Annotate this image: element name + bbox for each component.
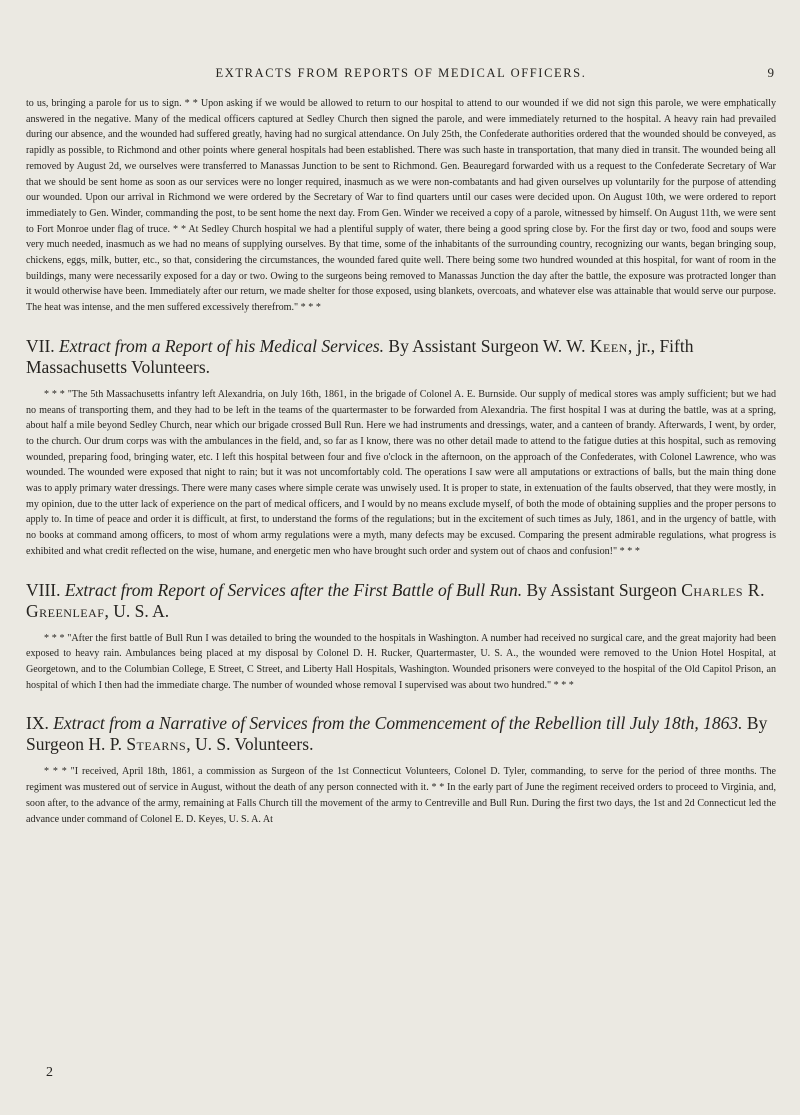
section-heading	[26, 713, 776, 755]
section-author-name: Stearns	[126, 734, 187, 755]
section-title: Extract from Report of Services after the First Battle of Bull Run.	[64, 579, 523, 600]
section-author-suffix: , U. S. Volunteers.	[186, 734, 314, 755]
signature-mark: 2	[46, 1065, 53, 1080]
page-content	[26, 96, 776, 827]
document-page	[26, 0, 776, 1115]
section-author-prefix: By Assistant Surgeon W. W.	[388, 335, 586, 356]
section-author-suffix: , U. S. A.	[104, 600, 170, 621]
section-heading	[26, 336, 776, 378]
running-head	[26, 66, 776, 82]
section-author-prefix: By Assistant Surgeon	[526, 579, 677, 600]
section-heading	[26, 580, 776, 622]
intro-paragraph: to us, bringing a parole for us to sign. * * Upon asking if we would be allowed to return to our hospital to attend to our wounded if we did not sign this parole, we were emphatically answered in the negative. Many of the medical officers captured at Sedley Church then signed the parole, and were immediately returned to the hospital. A heavy rain had prevailed during our absence, and the wounded had suffered greatly, having had no surgical attendance. On July 25th, the Confederate authorities ordered that the wounded should be conveyed, as rapidly as possible, to Richmond and other points where general hospitals had been established. There was such haste in transportation, that many died in transit. The wounded being all removed by August 2d, we ourselves were transferred to Manassas Junction to be sent to Richmond. Gen. Beauregard forwarded with us a request to the Confederate Secretary of War that we should be sent home as soon as our services were no longer required, inasmuch as we were non-combatants and had given ourselves up voluntarily for the purpose of attending our wounded. Upon our arrival in Richmond we were ordered by the Secretary of War to find quarters until our cases were decided upon. On August 10th, we were ordered to report immediately to Gen. Winder, commanding the post, to be sent home the next day. From Gen. Winder we received a copy of a parole, witnessed by himself. On August 11th, we were sent to Fort Monroe under flag of truce. * * At Sedley Church hospital we had a plentiful supply of water, there being a good spring close by. For the first day or two, food and soups were very much needed, inasmuch as we had no means of supplying ourselves. By that time, some of the inhabitants of the surrounding country, recognizing our wants, began bringing soup, chickens, eggs, milk, butter, etc., so that, considering the circumstances, the wounded fared quite well. There being some two hundred wounded at this hospital, for want of room in the buildings, many were necessarily exposed for a day or two. Owing to the surgeons being removed to Manassas Junction the day after the battle, the exposure was protracted longer than it would otherwise have been. Immediately after our return, we made shelter for those exposed, using blankets, overcoats, and whatever else was attainable that would serve our purpose. The heat was intense, and the men suffered excessively therefrom." * * *	[26, 98, 776, 314]
section-text: * * * "I received, April 18th, 1861, a commission as Surgeon of the 1st Connecticut Volunteers, Colonel D. Tyler, commanding, to serve for the period of three months. The regiment was mustered out of service in August, without the death of any person connected with it. * * In the early part of June the regiment received orders to proceed to Virginia, and, soon after, to the advance of the army, remaining at Falls Church till the movement of the army to Centreville and Bull Run. During the first two days, the 1st and 2d Connecticut led the advance under command of Colonel E. D. Keyes, U. S. A. At	[26, 766, 776, 825]
section-title: Extract from a Narrative of Services from the Commencement of the Rebellion till July 18th, 1863.	[53, 713, 743, 734]
section-author-name: Charles R. Greenleaf	[26, 579, 765, 621]
section-author-suffix: , jr., Fifth Massachusetts Volunteers.	[26, 335, 694, 377]
section-number: VIII.	[26, 579, 61, 600]
section-number: IX.	[26, 713, 49, 734]
section-author-name: Keen	[589, 335, 628, 356]
section-title: Extract from a Report of his Medical Services.	[59, 335, 385, 356]
section-vii	[26, 336, 776, 560]
page-number: 9	[767, 65, 774, 80]
section-author-prefix: By Surgeon H. P.	[26, 713, 768, 755]
section-number: VII.	[26, 335, 55, 356]
section-text: * * * "After the first battle of Bull Run I was detailed to bring the wounded to the hospitals in Washington. A number had received no surgical care, and the great majority had been exposed to heavy rain. Ambulances being placed at my disposal by Colonel D. H. Rucker, Quartermaster, U. S. A., the wounded were removed to the Union Hotel Hospital, at Georgetown, and to the Columbian College, E Street, C Street, and Liberty Hall Hospitals, Washington. Wounded prisoners were conveyed to the hospital of the Old Capitol Prison, an hospital of which I then had the immediate charge. The number of wounded whose removal I supervised was about two hundred." * * *	[26, 632, 776, 691]
section-viii	[26, 580, 776, 694]
section-ix	[26, 713, 776, 827]
section-text: * * * "The 5th Massachusetts infantry left Alexandria, on July 16th, 1861, in the brigade of Colonel A. E. Burnside. Our supply of medical stores was amply sufficient; but we had no means of transporting them, and they had to be left in the teams of the quartermaster to be forwarded from Alexandria. The first hospital I was at during the battle, was at a spring, about half a mile beyond Sedley Church, near which our brigade crossed Bull Run. Here we had instruments and dressings, water, and a canteen of brandy. Afterwards, I went, by order, to the church. Our drum corps was with the ambulances in the field, and, so far as I know, there was no other detail made to attend to the fatigue duties at this hospital, such as removing wounded, preparing food, bringing water, etc. I left this hospital between four and five o'clock in the afternoon, on the approach of the Confederates, with Colonel Lawrence, who was wounded. The wounded were exposed that night to rain; but it was not uncomfortably cold. The operations I saw were all amputations or extractions of balls, but the main thing done was to apply primary water dressings. There were many cases where simple cerate was unwisely used. It is proper to state, in extenuation of the faults observed, that they were mostly, in my opinion, due to the utter lack of experience on the part of medical officers, and I would by no means exclude myself, of both the mode of obtaining supplies and the proper persons to apply to. In time of peace and order it is difficult, at first, to understand the forms of the regulations; but in the excitement of such times as July, 1861, and in the urgency of battle, with no books at command among officers, to most of whom army regulations were a myth, many defects may be excused. Comparing the present admirable regulations, what progress is exhibited and what credit reflected on the wise, humane, and energetic men who have brought such order and system out of chaos and confusion!" * * *	[26, 388, 776, 557]
running-title: EXTRACTS FROM REPORTS OF MEDICAL OFFICERS.	[215, 66, 587, 80]
